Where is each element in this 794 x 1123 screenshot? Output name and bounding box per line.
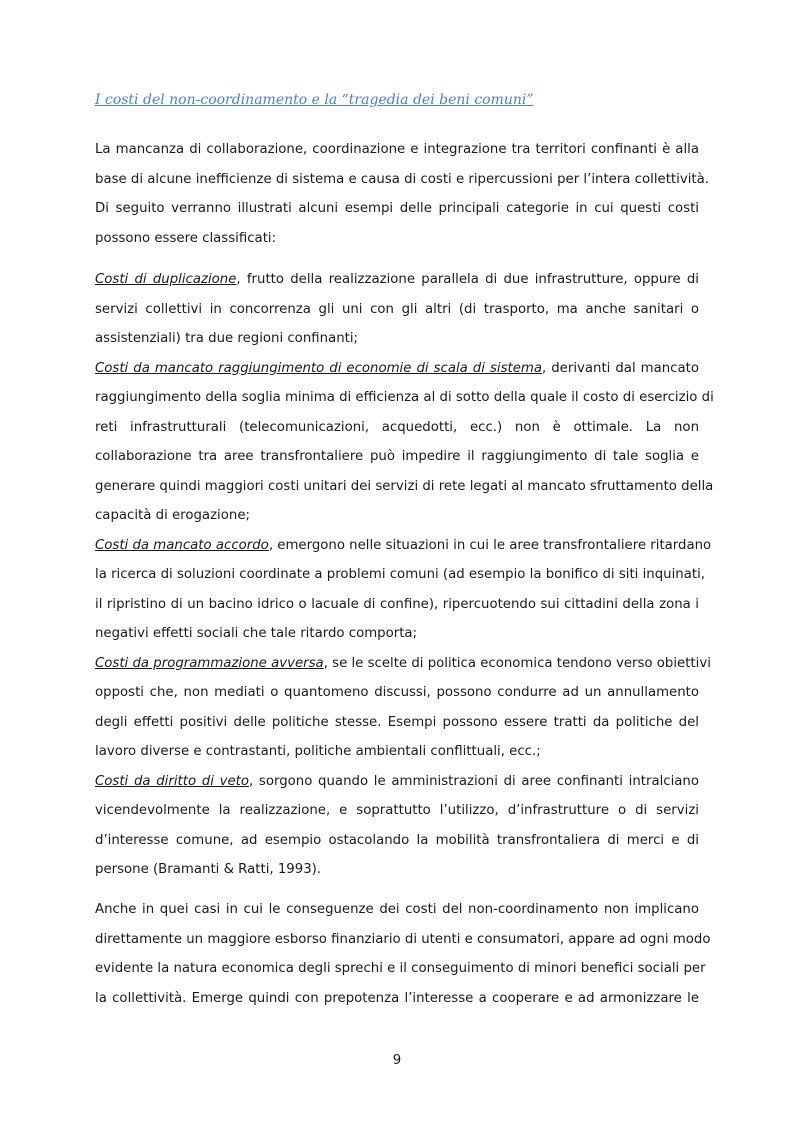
cost-term-diritto-di-veto: Costi da diritto di veto — [95, 773, 250, 789]
item-text: , emergono nelle situazioni in cui le aree transfrontaliere ritardano — [268, 537, 712, 553]
item-line: la ricerca di soluzioni coordinate a problemi comuni (ad esempio la bonifico di siti inquinati, — [95, 567, 705, 582]
cost-term-duplicazione: Costi di duplicazione — [95, 272, 237, 287]
closing-line: Anche in quei casi in cui le conseguenze dei costi del non-coordinamento non implicano — [95, 902, 699, 917]
item-line: raggiungimento della soglia minima di efficienza al di sotto della quale il costo di esercizio di — [95, 390, 714, 405]
item-line: vicendevolmente la realizzazione, e soprattutto l’utilizzo, d’infrastrutture o di servizi — [95, 803, 699, 818]
item-line: capacità di erogazione; — [95, 508, 250, 523]
item-line: servizi collettivi in concorrenza gli uni con gli altri (di trasporto, ma anche sanitari o — [95, 301, 699, 317]
item-line: assistenziali) tra due regioni confinanti; — [95, 331, 359, 346]
cost-term-programmazione-avversa: Costi da programmazione avversa — [95, 655, 324, 671]
closing-line: direttamente un maggiore esborso finanziario di utenti e consumatori, appare ad ogni modo — [95, 931, 711, 947]
intro-paragraph — [95, 135, 709, 253]
item-text: , sorgono quando le amministrazioni di aree confinanti intralciano — [249, 773, 699, 789]
section-heading: I costi del non-coordinamento e la “tragedia dei beni comuni” — [95, 92, 534, 108]
item-line: lavoro diverse e contrastanti, politiche ambientali conflittuali, ecc.; — [95, 744, 541, 759]
closing-line: la collettività. Emerge quindi con prepotenza l’interesse a cooperare e ad armonizzare le — [95, 990, 699, 1006]
intro-line: Di seguito verranno illustrati alcuni esempi delle principali categorie in cui questi costi — [95, 201, 699, 216]
item-line: generare quindi maggiori costi unitari dei servizi di rete legati al mancato sfruttamento della — [95, 478, 714, 494]
intro-line: La mancanza di collaborazione, coordinazione e integrazione tra territori confinanti è alla — [95, 142, 699, 157]
cost-term-mancato-accordo: Costi da mancato accordo — [95, 537, 269, 553]
item-line: persone (Bramanti & Ratti, 1993). — [95, 862, 322, 877]
item-text: , derivanti dal mancato — [542, 360, 699, 376]
list-item-first-line — [95, 767, 699, 797]
list-item-first-line — [95, 649, 711, 679]
cost-categories-list — [95, 265, 714, 885]
list-item-first-line — [95, 531, 712, 561]
item-line: reti infrastrutturali (telecomunicazioni, acquedotti, ecc.) non è ottimale. La non — [95, 419, 699, 435]
closing-paragraph — [95, 895, 711, 1013]
intro-line: possono essere classificati: — [95, 230, 277, 246]
item-line: negativi effetti sociali che tale ritardo comporta; — [95, 626, 418, 641]
item-line: collaborazione tra aree transfrontaliere può impedire il raggiungimento di tale soglia e — [95, 449, 699, 464]
page-number: 9 — [392, 1053, 402, 1068]
list-item-first-line — [95, 265, 699, 295]
cost-term-economie-di-scala: Costi da mancato raggiungimento di economie di scala di sistema — [95, 360, 542, 376]
item-text: , frutto della realizzazione parallela di due infrastrutture, oppure di — [236, 272, 699, 287]
item-text: , se le scelte di politica economica tendono verso obiettivi — [323, 655, 711, 671]
closing-line: evidente la natura economica degli sprechi e il conseguimento di minori benefici sociali per — [95, 961, 706, 976]
item-line: opposti che, non mediati o quantomeno discussi, possono condurre ad un annullamento — [95, 685, 699, 700]
list-item-first-line — [95, 354, 699, 384]
intro-line: base di alcune inefficienze di sistema e causa di costi e ripercussioni per l’intera collettività. — [95, 171, 709, 187]
item-line: d’interesse comune, ad esempio ostacolando la mobilità transfrontaliera di merci e di — [95, 832, 699, 848]
item-line: degli effetti positivi delle politiche stesse. Esempi possono essere tratti da politiche del — [95, 714, 699, 730]
item-line: il ripristino di un bacino idrico o lacuale di confine), ripercuotendo sui cittadini della zona i — [95, 596, 699, 612]
